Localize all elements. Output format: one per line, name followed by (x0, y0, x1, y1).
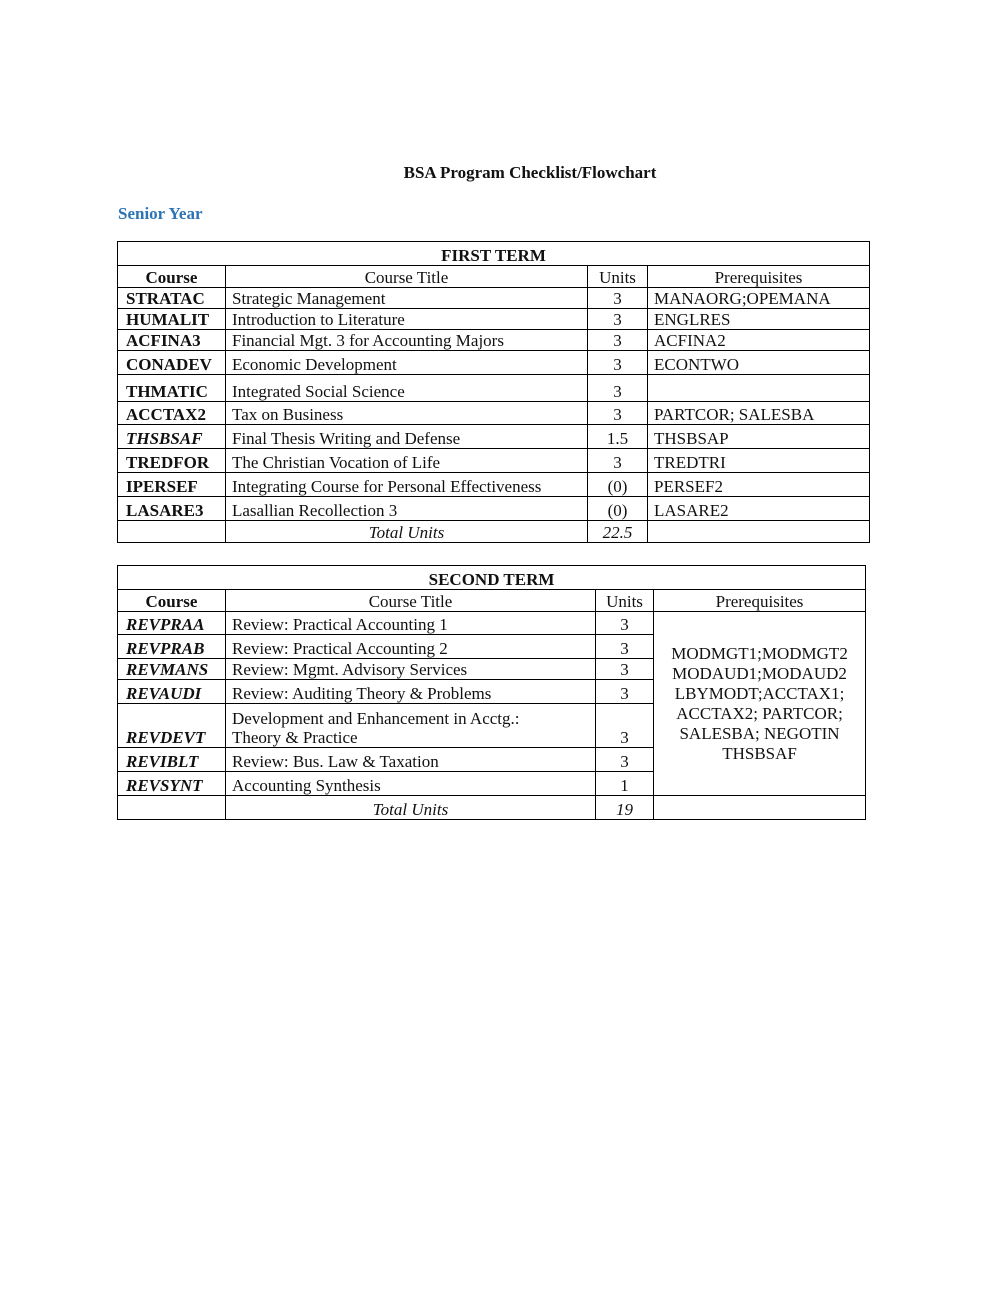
prereq-line: THSBSAF (722, 743, 797, 763)
course-title: Strategic Management (226, 288, 588, 309)
total-units-value: 22.5 (588, 521, 648, 543)
course-title: Integrating Course for Personal Effectiveness (226, 473, 588, 497)
first-term-heading: FIRST TERM (118, 242, 870, 266)
table-row (118, 473, 870, 497)
column-header-title: Course Title (226, 590, 596, 612)
total-units-label: Total Units (226, 521, 588, 543)
shared-prerequisites (654, 612, 866, 796)
course-units: 1.5 (588, 425, 648, 449)
course-title: Review: Mgmt. Advisory Services (226, 659, 596, 680)
column-header-title: Course Title (226, 266, 588, 288)
course-prerequisites: ENGLRES (648, 309, 870, 330)
course-code: ACCTAX2 (118, 402, 226, 425)
course-prerequisites: THSBSAP (648, 425, 870, 449)
course-title: Review: Practical Accounting 2 (226, 635, 596, 659)
course-title: Accounting Synthesis (226, 772, 596, 796)
column-header-prerequisites: Prerequisites (648, 266, 870, 288)
table-row (118, 402, 870, 425)
course-title-line: Development and Enhancement in Acctg.: (232, 709, 520, 728)
course-title: Integrated Social Science (226, 375, 588, 402)
table-row (118, 425, 870, 449)
second-term-heading: SECOND TERM (118, 566, 866, 590)
course-code: ACFINA3 (118, 330, 226, 351)
course-prerequisites: ACFINA2 (648, 330, 870, 351)
course-prerequisites: PARTCOR; SALESBA (648, 402, 870, 425)
course-title (226, 704, 596, 748)
course-title: Review: Practical Accounting 1 (226, 612, 596, 635)
prereq-line: ACCTAX2; PARTCOR; (676, 703, 843, 723)
course-code: REVIBLT (118, 748, 226, 772)
course-title: Review: Bus. Law & Taxation (226, 748, 596, 772)
course-code: REVAUDI (118, 680, 226, 704)
course-units: 3 (596, 704, 654, 748)
document-title: BSA Program Checklist/Flowchart (403, 163, 657, 182)
course-units: 3 (588, 351, 648, 375)
table-row (118, 288, 870, 309)
course-code: REVDEVT (118, 704, 226, 748)
table-row (118, 449, 870, 473)
second-term-table (117, 565, 866, 820)
course-units: 3 (596, 748, 654, 772)
second-term-header-row (118, 590, 866, 612)
course-units: 3 (588, 402, 648, 425)
course-title-line: Theory & Practice (232, 728, 358, 747)
table-row (118, 309, 870, 330)
course-code: THMATIC (118, 375, 226, 402)
course-units: 3 (588, 309, 648, 330)
table-row (118, 351, 870, 375)
course-title: Lasallian Recollection 3 (226, 497, 588, 521)
course-units: 3 (596, 612, 654, 635)
course-code: IPERSEF (118, 473, 226, 497)
course-prerequisites: LASARE2 (648, 497, 870, 521)
course-prerequisites: ECONTWO (648, 351, 870, 375)
total-units-value: 19 (596, 796, 654, 820)
prereq-line: LBYMODT;ACCTAX1; (674, 683, 845, 703)
course-code: THSBSAF (118, 425, 226, 449)
table-row (118, 497, 870, 521)
course-title: Tax on Business (226, 402, 588, 425)
total-row (118, 521, 870, 543)
course-code: STRATAC (118, 288, 226, 309)
prereq-line: SALESBA; NEGOTIN (679, 723, 840, 743)
course-prerequisites (648, 375, 870, 402)
course-code: LASARE3 (118, 497, 226, 521)
course-units: 1 (596, 772, 654, 796)
column-header-course: Course (118, 590, 226, 612)
first-term-table (117, 241, 870, 543)
prereq-line: MODMGT1;MODMGT2 (671, 643, 848, 663)
course-units: 3 (596, 635, 654, 659)
table-row (118, 612, 866, 635)
course-units: 3 (588, 288, 648, 309)
course-prerequisites: PERSEF2 (648, 473, 870, 497)
course-title: Review: Auditing Theory & Problems (226, 680, 596, 704)
course-code: HUMALIT (118, 309, 226, 330)
course-units: 3 (596, 680, 654, 704)
course-code: REVSYNT (118, 772, 226, 796)
course-units: 3 (588, 449, 648, 473)
prereq-line: MODAUD1;MODAUD2 (672, 663, 847, 683)
first-term-header-row (118, 266, 870, 288)
course-prerequisites: MANAORG;OPEMANA (648, 288, 870, 309)
section-heading-senior-year: Senior Year (118, 204, 203, 223)
table-row (118, 330, 870, 351)
column-header-units: Units (588, 266, 648, 288)
course-units: (0) (588, 497, 648, 521)
total-row (118, 796, 866, 820)
course-title: Introduction to Literature (226, 309, 588, 330)
total-units-label: Total Units (226, 796, 596, 820)
course-units: 3 (596, 659, 654, 680)
table-row (118, 375, 870, 402)
course-title: The Christian Vocation of Life (226, 449, 588, 473)
column-header-prerequisites: Prerequisites (654, 590, 866, 612)
course-title: Economic Development (226, 351, 588, 375)
course-prerequisites: TREDTRI (648, 449, 870, 473)
course-title: Financial Mgt. 3 for Accounting Majors (226, 330, 588, 351)
column-header-course: Course (118, 266, 226, 288)
course-units: 3 (588, 375, 648, 402)
course-code: TREDFOR (118, 449, 226, 473)
course-units: (0) (588, 473, 648, 497)
course-units: 3 (588, 330, 648, 351)
course-code: REVPRAB (118, 635, 226, 659)
course-code: CONADEV (118, 351, 226, 375)
column-header-units: Units (596, 590, 654, 612)
course-code: REVMANS (118, 659, 226, 680)
course-title: Final Thesis Writing and Defense (226, 425, 588, 449)
course-code: REVPRAA (118, 612, 226, 635)
